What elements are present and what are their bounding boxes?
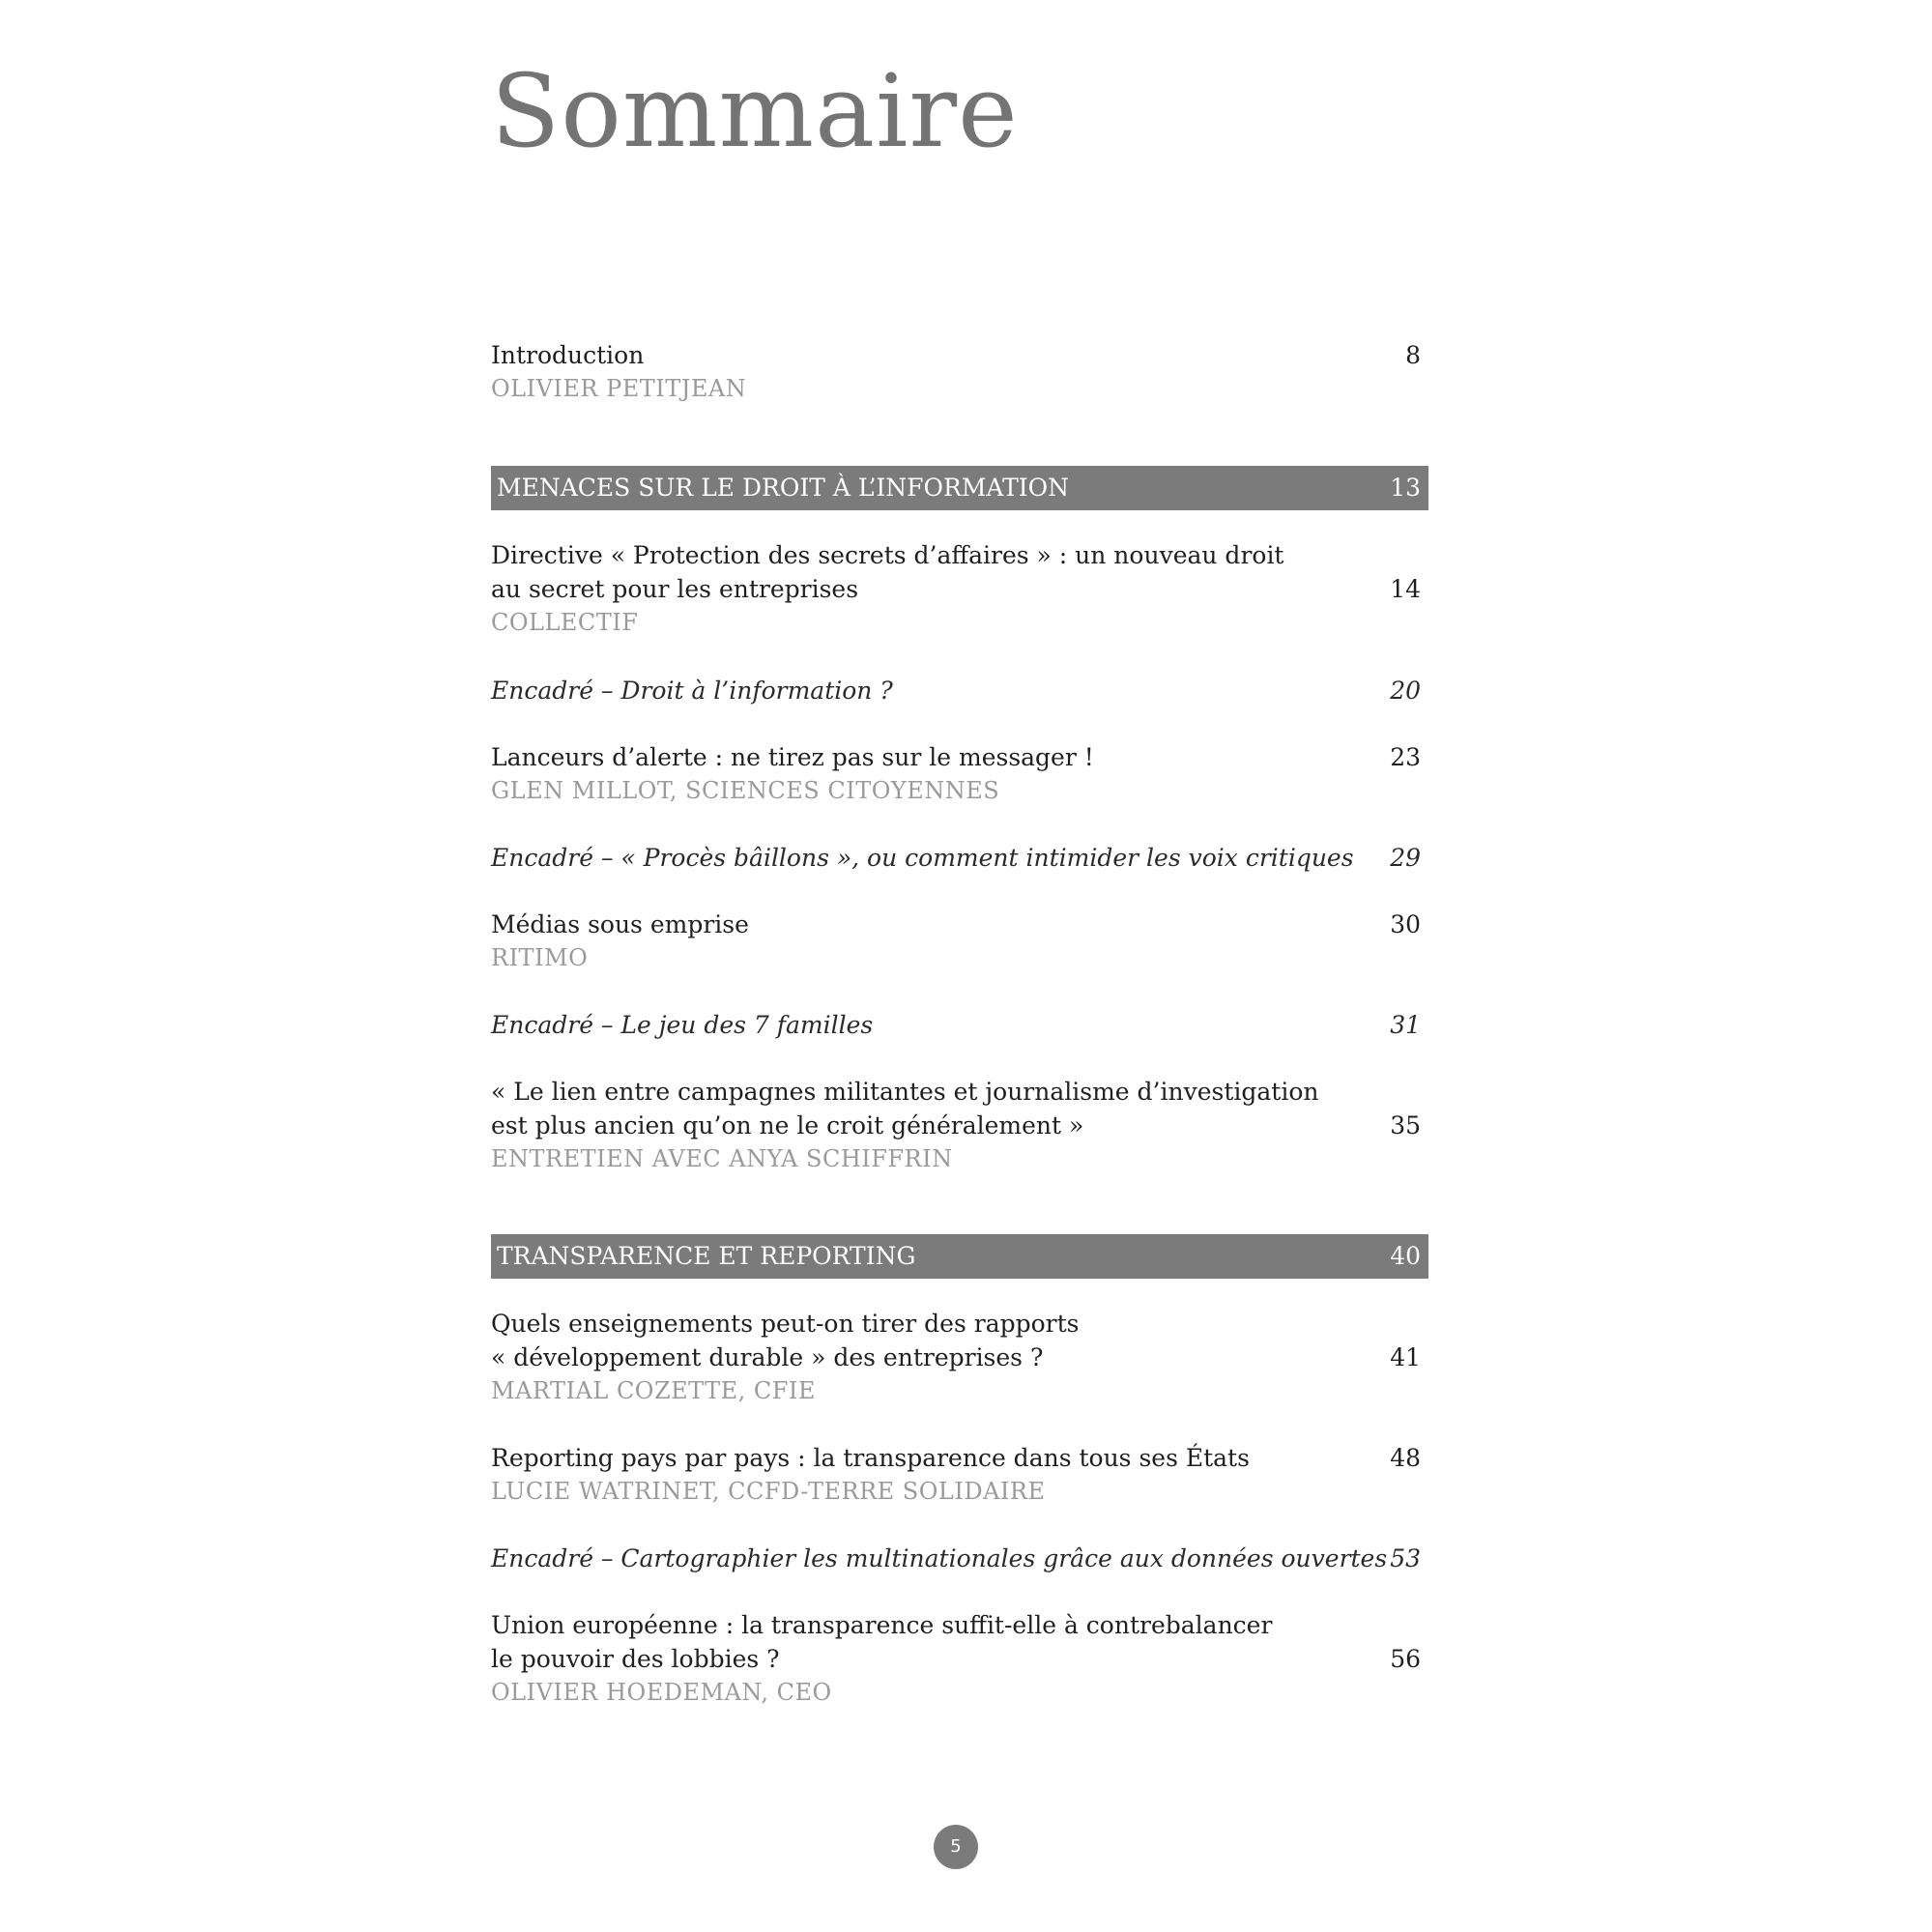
entry-author: OLIVIER PETITJEAN: [491, 375, 747, 402]
entry-page-number: 41: [1390, 1343, 1421, 1371]
toc-entry-introduction[interactable]: [491, 338, 1428, 406]
entry-title: Encadré – Droit à l’information ?: [491, 677, 893, 705]
toc-entry-lanceurs[interactable]: [491, 740, 1428, 808]
toc-entry-encadre-droit[interactable]: [491, 674, 1428, 707]
entry-title: Lanceurs d’alerte : ne tirez pas sur le messager !: [491, 743, 1094, 771]
entry-page-number: 14: [1390, 575, 1421, 603]
entry-page-number: 48: [1390, 1444, 1421, 1472]
toc-entry-encadre-jeu[interactable]: [491, 1008, 1428, 1042]
toc-entry-quels-enseignements[interactable]: [491, 1307, 1428, 1408]
toc-entry-medias[interactable]: [491, 908, 1428, 975]
entry-title: Quels enseignements peut-on tirer des rapports « développement durable » des entreprises ?: [491, 1310, 1080, 1371]
toc-entry-lien-campagnes[interactable]: [491, 1075, 1428, 1176]
section-label: MENACES SUR LE DROIT À L’INFORMATION: [497, 474, 1070, 502]
entry-title: Directive « Protection des secrets d’affaires » : un nouveau droit au secret pour les entreprises: [491, 541, 1284, 603]
toc-entry-union-europeenne[interactable]: [491, 1608, 1428, 1710]
entry-author: OLIVIER HOEDEMAN, CEO: [491, 1679, 832, 1706]
entry-title: Encadré – Le jeu des 7 familles: [491, 1011, 874, 1039]
entry-page-number: 53: [1390, 1544, 1421, 1572]
entry-page-number: 35: [1390, 1111, 1421, 1139]
entry-author: MARTIAL COZETTE, CFIE: [491, 1377, 816, 1404]
toc-entry-encadre-proces[interactable]: [491, 841, 1428, 875]
entry-page-number: 56: [1390, 1645, 1421, 1673]
entry-title: Reporting pays par pays : la transparence dans tous ses États: [491, 1444, 1250, 1472]
entry-page-number: 31: [1390, 1011, 1421, 1039]
entry-page-number: 8: [1405, 341, 1421, 369]
entry-title: Encadré – Cartographier les multinationales grâce aux données ouvertes: [491, 1544, 1388, 1572]
entry-title: Médias sous emprise: [491, 910, 749, 938]
toc-entry-directive[interactable]: [491, 538, 1428, 640]
entry-title: Encadré – « Procès bâillons », ou comment intimider les voix critiques: [491, 844, 1354, 872]
entry-author: LUCIE WATRINET, CCFD-TERRE SOLIDAIRE: [491, 1478, 1046, 1505]
section-header-transparence[interactable]: [491, 1234, 1428, 1279]
entry-author: GLEN MILLOT, SCIENCES CITOYENNES: [491, 777, 1000, 804]
entry-author: RITIMO: [491, 944, 589, 971]
page-title: Sommaire: [491, 52, 1019, 170]
entry-title: Union européenne : la transparence suffit-elle à contrebalancer le pouvoir des lobbies ?: [491, 1611, 1273, 1673]
entry-page-number: 23: [1390, 743, 1421, 771]
entry-title: Introduction: [491, 341, 645, 369]
entry-author: ENTRETIEN AVEC ANYA SCHIFFRIN: [491, 1145, 953, 1172]
toc-entry-encadre-carto[interactable]: [491, 1542, 1428, 1575]
page-number-badge: 5: [934, 1825, 978, 1869]
section-header-menaces[interactable]: [491, 466, 1428, 510]
entry-page-number: 30: [1390, 910, 1421, 938]
section-page-number: 13: [1390, 474, 1421, 502]
entry-author: COLLECTIF: [491, 609, 639, 636]
entry-title: « Le lien entre campagnes militantes et journalisme d’investigation est plus ancien qu’on ne le croit généralement »: [491, 1078, 1319, 1139]
section-page-number: 40: [1390, 1242, 1421, 1270]
section-label: TRANSPARENCE ET REPORTING: [497, 1242, 916, 1270]
entry-page-number: 29: [1390, 844, 1421, 872]
toc-entry-reporting[interactable]: [491, 1441, 1428, 1509]
entry-page-number: 20: [1390, 677, 1421, 705]
